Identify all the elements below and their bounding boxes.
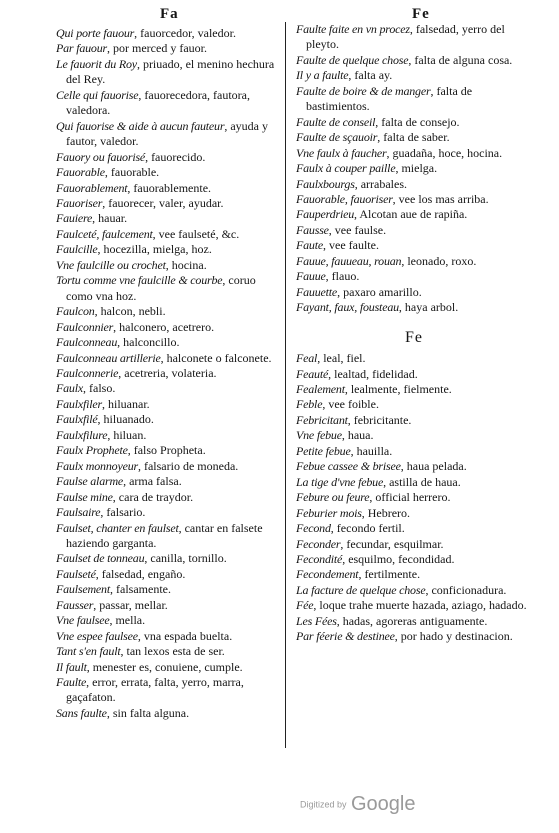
- entry-translation: , hauar.: [92, 211, 128, 226]
- entry-translation: , falsedad, engaño.: [95, 566, 186, 581]
- watermark-prefix: Digitized by: [300, 799, 347, 810]
- dictionary-entry: [296, 22, 532, 53]
- entry-headword: Fecondité: [296, 551, 343, 566]
- entry-headword: Fealement: [296, 381, 345, 396]
- entry-translation: , lealmente, fielmente.: [344, 381, 452, 396]
- entry-headword: Faulx à couper paille: [296, 161, 396, 176]
- entry-translation: , haua.: [341, 428, 374, 443]
- entry-headword: Faute: [296, 238, 323, 253]
- dictionary-entry: [296, 207, 532, 222]
- entry-translation: , vee foible.: [322, 397, 379, 412]
- entry-translation: , vee faulte.: [323, 238, 379, 253]
- dictionary-entry: [296, 115, 532, 130]
- entry-translation: , fertilmente.: [358, 567, 421, 582]
- entry-translation: , tan lexos esta de ser.: [120, 644, 225, 659]
- entry-translation: , ayuda y fautor, valedor.: [66, 118, 268, 149]
- dictionary-entry: [56, 428, 278, 443]
- dictionary-entry: [56, 351, 278, 366]
- entry-headword: Il fault: [56, 659, 87, 674]
- entry-translation: , falta de saber.: [377, 130, 450, 145]
- entry-translation: , canilla, tornillo.: [144, 551, 227, 566]
- dictionary-entry: [296, 367, 532, 382]
- entry-headword: Celle qui fauorise: [56, 87, 139, 102]
- entry-headword: Faulceté, faulcement: [56, 226, 153, 241]
- dictionary-entry: [296, 552, 532, 567]
- entry-translation: , fauorcedor, valedor.: [134, 26, 236, 40]
- entry-translation: , falso.: [83, 381, 116, 396]
- entry-translation: , astilla de haua.: [383, 474, 461, 489]
- left-running-head: Fa: [160, 6, 179, 22]
- entry-headword: Fauory ou fauorisé: [56, 149, 146, 164]
- entry-headword: Feal: [296, 351, 318, 366]
- dictionary-entry: [296, 490, 532, 505]
- entry-headword: Tant s'en fault: [56, 644, 121, 659]
- entry-headword: Tortu comme vne faulcille & courbe: [56, 273, 223, 288]
- entry-translation: , falsedad, yerro del pleyto.: [306, 22, 505, 52]
- entry-headword: Fayant, faux, fousteau: [296, 300, 399, 315]
- entry-headword: Fauiere: [56, 211, 93, 226]
- dictionary-entry: [296, 475, 532, 490]
- dictionary-entry: [56, 335, 278, 350]
- entry-headword: Vne febue: [296, 428, 342, 443]
- entry-translation: , esquilmo, fecondidad.: [342, 551, 455, 566]
- dictionary-entry: [56, 211, 278, 226]
- entry-headword: Faulse mine: [56, 489, 113, 504]
- entry-translation: , hocina.: [165, 257, 207, 272]
- dictionary-entry: [296, 583, 532, 598]
- entry-translation: , halconcillo.: [117, 335, 180, 350]
- entry-headword: Febricitant: [296, 412, 348, 427]
- entry-headword: Febure ou feure: [296, 490, 370, 505]
- left-column: [56, 26, 278, 721]
- entry-headword: Faulsement: [56, 582, 110, 597]
- dictionary-entry: [296, 614, 532, 629]
- dictionary-entry: [56, 366, 278, 381]
- dictionary-entry: [56, 521, 278, 552]
- entry-translation: , loque trahe muerte hazada, aziago, hadado.: [313, 598, 527, 613]
- dictionary-entry: [296, 130, 532, 145]
- entry-translation: , hiluan.: [107, 427, 147, 442]
- entry-translation: , vee faulseté, &c.: [152, 226, 240, 241]
- dictionary-entry: [296, 537, 532, 552]
- dictionary-entry: [56, 412, 278, 427]
- entry-translation: , fauorecido.: [145, 149, 206, 164]
- dictionary-entry: [296, 285, 532, 300]
- dictionary-entry: [56, 273, 278, 304]
- entry-headword: Faulte faite en vn procez: [296, 22, 410, 36]
- entry-translation: , por merced y fauor.: [107, 41, 207, 56]
- entry-headword: Fauuette: [296, 284, 338, 299]
- entry-headword: Il y a faulte: [296, 68, 349, 83]
- dictionary-entry: [56, 567, 278, 582]
- entry-headword: Faulte de conseil: [296, 114, 376, 129]
- dictionary-entry: [296, 459, 532, 474]
- entry-headword: Fauorable, fauoriser: [296, 191, 393, 206]
- right-column: [296, 22, 532, 645]
- entry-headword: Faulxfilé: [56, 412, 98, 427]
- entry-headword: Fecondement: [296, 567, 359, 582]
- dictionary-entry: [56, 150, 278, 165]
- entry-headword: Fausser: [56, 597, 94, 612]
- dictionary-entry: [56, 598, 278, 613]
- dictionary-entry: [296, 269, 532, 284]
- entry-translation: , fauorecer, valer, ayudar.: [102, 195, 224, 210]
- entry-headword: Fée: [296, 598, 314, 613]
- dictionary-entry: [56, 227, 278, 242]
- entry-translation: , flauo.: [325, 269, 360, 284]
- dictionary-entry: [296, 161, 532, 176]
- dictionary-entry: [56, 119, 278, 150]
- entry-headword: Par fauour: [56, 41, 108, 56]
- dictionary-entry: [296, 567, 532, 582]
- entry-headword: Faulx Prophete: [56, 443, 128, 458]
- entry-headword: Faulconneau artillerie: [56, 350, 161, 365]
- dictionary-entry: [296, 428, 532, 443]
- entry-headword: Faulx: [56, 381, 83, 396]
- entry-translation: , fauorablemente.: [127, 180, 212, 195]
- entry-translation: , falta de consejo.: [375, 114, 460, 129]
- entry-headword: Fauperdrieu: [296, 207, 355, 222]
- dictionary-entry: [56, 629, 278, 644]
- entry-translation: , falsario.: [100, 505, 146, 520]
- entry-headword: Febue cassee & brisee: [296, 459, 401, 474]
- entry-headword: Faulsaire: [56, 505, 101, 520]
- dictionary-entry: [296, 598, 532, 613]
- entry-headword: Vne faulx à faucher: [296, 145, 387, 160]
- entry-translation: , hadas, agoreras antiguamente.: [336, 613, 488, 628]
- entry-headword: La tige d'vne febue: [296, 474, 384, 489]
- dictionary-entry: [296, 177, 532, 192]
- entry-headword: La facture de quelque chose: [296, 582, 426, 597]
- entry-headword: Vne espee faulsee: [56, 628, 138, 643]
- entry-translation: , vna espada buelta.: [137, 628, 233, 643]
- entry-translation: , sin falta alguna.: [106, 705, 190, 720]
- entry-headword: Faulset de tonneau: [56, 551, 145, 566]
- entry-headword: Faulte de boire & de manger: [296, 83, 431, 98]
- entry-headword: Faulcon: [56, 304, 95, 319]
- dictionary-entry: [56, 490, 278, 505]
- entry-headword: Faulconnier: [56, 319, 114, 334]
- column-divider: [285, 22, 286, 748]
- entry-translation: , por hado y destinacion.: [394, 629, 513, 644]
- entry-headword: Qui porte fauour: [56, 26, 135, 40]
- entry-headword: Feble: [296, 397, 323, 412]
- entry-translation: , acetreria, volateria.: [118, 365, 217, 380]
- dictionary-entry: [56, 242, 278, 257]
- entry-translation: , lealtad, fidelidad.: [328, 366, 418, 381]
- dictionary-entry: [56, 381, 278, 396]
- entry-translation: , Hebrero.: [361, 505, 411, 520]
- entry-headword: Vne faulcille ou crochet: [56, 257, 166, 272]
- digitization-watermark: [300, 793, 415, 816]
- entry-headword: Fauorable: [56, 165, 105, 180]
- entry-headword: Fauue: [296, 269, 326, 284]
- entry-translation: , falta de bastimientos.: [306, 83, 473, 114]
- dictionary-entry: [56, 675, 278, 706]
- entry-translation: , mella.: [109, 613, 146, 628]
- dictionary-entry: [296, 506, 532, 521]
- entry-headword: Faulte: [56, 675, 87, 690]
- entry-translation: , fecondo fertil.: [330, 521, 405, 536]
- entry-headword: Fauoriser: [56, 195, 103, 210]
- right-running-head: Fe: [412, 6, 430, 22]
- dictionary-entry: [56, 551, 278, 566]
- entry-translation: , error, errata, falta, yerro, marra, gaçafaton.: [66, 675, 244, 705]
- entry-headword: Vne faulsee: [56, 613, 110, 628]
- dictionary-entry: [56, 613, 278, 628]
- right-column-entries-fe: [296, 351, 532, 645]
- entry-translation: , hiluanar.: [102, 396, 150, 411]
- dictionary-entry: [296, 238, 532, 253]
- dictionary-entry: [296, 300, 532, 315]
- entry-translation: , hocezilla, mielga, hoz.: [97, 242, 212, 257]
- entry-translation: , conficionadura.: [425, 582, 507, 597]
- dictionary-entry: [296, 521, 532, 536]
- dictionary-entry: [56, 459, 278, 474]
- dictionary-entry: [296, 629, 532, 644]
- dictionary-entry: [296, 146, 532, 161]
- entry-headword: Faulxfiler: [56, 396, 102, 411]
- dictionary-entry: [56, 505, 278, 520]
- entry-headword: Faulx monnoyeur: [56, 458, 138, 473]
- entry-translation: , cara de traydor.: [112, 489, 194, 504]
- entry-headword: Faulconnerie: [56, 365, 119, 380]
- entry-translation: , falta de alguna cosa.: [408, 52, 513, 67]
- entry-headword: Faulcille: [56, 242, 98, 257]
- entry-translation: , hauilla.: [350, 443, 393, 458]
- entry-translation: , hiluanado.: [97, 412, 154, 427]
- dictionary-entry: [296, 84, 532, 115]
- entry-headword: Faulse alarme: [56, 474, 124, 489]
- dictionary-entry: [296, 254, 532, 269]
- entry-headword: Feconder: [296, 536, 341, 551]
- entry-translation: , paxaro amarillo.: [337, 284, 422, 299]
- dictionary-entry: [56, 258, 278, 273]
- dictionary-entry: [296, 382, 532, 397]
- dictionary-entry: [56, 88, 278, 119]
- dictionary-entry: [296, 397, 532, 412]
- entry-headword: Fauorablement: [56, 180, 128, 195]
- entry-translation: , leonado, roxo.: [401, 253, 477, 268]
- entry-translation: , falso Propheta.: [127, 443, 206, 458]
- entry-translation: , arma falsa.: [123, 474, 182, 489]
- dictionary-entry: [56, 397, 278, 412]
- entry-translation: , priuado, el menino hechura del Rey.: [66, 56, 275, 87]
- entry-headword: Feburier mois: [296, 505, 362, 520]
- entry-headword: Sans faulte: [56, 705, 107, 720]
- dictionary-entry: [296, 351, 532, 366]
- entry-headword: Fausse: [296, 222, 329, 237]
- dictionary-entry: [56, 181, 278, 196]
- dictionary-entry: [56, 644, 278, 659]
- entry-translation: , vee faulse.: [328, 222, 387, 237]
- entry-headword: Fauue, fauueau, rouan: [296, 253, 402, 268]
- entry-translation: , falta ay.: [348, 68, 393, 83]
- entry-headword: Faulxbourgs: [296, 176, 355, 191]
- entry-translation: , haua pelada.: [400, 459, 467, 474]
- entry-translation: , coruo como vna hoz.: [66, 273, 256, 303]
- dictionary-entry: [56, 582, 278, 597]
- right-column-entries-fa: [296, 22, 532, 316]
- entry-translation: , mielga.: [395, 161, 438, 176]
- dictionary-entry: [296, 413, 532, 428]
- entry-headword: Qui fauorise & aide à aucun fauteur: [56, 118, 225, 133]
- entry-translation: , fauorecedora, fautora, valedora.: [66, 87, 251, 118]
- dictionary-entry: [56, 443, 278, 458]
- dictionary-entry: [56, 57, 278, 88]
- dictionary-entry: [56, 196, 278, 211]
- entry-headword: Faulseté: [56, 566, 96, 581]
- dictionary-entry: [56, 660, 278, 675]
- section-heading: Fe: [405, 328, 423, 346]
- dictionary-entry: [56, 26, 278, 41]
- entry-translation: , halconete o falconete.: [160, 350, 272, 365]
- entry-headword: Petite febue: [296, 443, 351, 458]
- dictionary-entry: [296, 444, 532, 459]
- entry-translation: , vee los mas arriba.: [392, 191, 489, 206]
- dictionary-entry: [56, 706, 278, 721]
- entry-translation: , falsamente.: [110, 582, 171, 597]
- entry-translation: , fecundar, esquilmar.: [340, 536, 444, 551]
- entry-translation: , guadaña, hoce, hocina.: [386, 145, 503, 160]
- dictionary-entry: [296, 53, 532, 68]
- entry-translation: , menester es, conuiene, cumple.: [86, 659, 243, 674]
- dictionary-entry: [296, 192, 532, 207]
- dictionary-entry: [56, 41, 278, 56]
- entry-translation: , passar, mellar.: [93, 597, 168, 612]
- entry-translation: , arrabales.: [354, 176, 407, 191]
- watermark-brand: Google: [350, 793, 416, 815]
- dictionary-entry: [296, 223, 532, 238]
- dictionary-entry: [296, 68, 532, 83]
- entry-translation: , Alcotan aue de rapiña.: [354, 207, 468, 222]
- entry-translation: , leal, fiel.: [317, 351, 366, 366]
- entry-translation: , halcon, nebli.: [94, 304, 166, 319]
- dictionary-entry: [56, 304, 278, 319]
- entry-headword: Faulte de quelque chose: [296, 52, 409, 67]
- entry-translation: , falsario de moneda.: [137, 458, 239, 473]
- entry-translation: , fauorable.: [104, 165, 160, 180]
- entry-headword: Feauté: [296, 366, 329, 381]
- entry-headword: Fecond: [296, 521, 331, 536]
- entry-headword: Faulconneau: [56, 335, 118, 350]
- entry-translation: , halconero, acetrero.: [113, 319, 215, 334]
- entry-translation: , febricitante.: [347, 412, 412, 427]
- entry-translation: , haya arbol.: [398, 300, 459, 315]
- entry-headword: Faulte de sçauoir: [296, 130, 378, 145]
- entry-translation: , official herrero.: [369, 490, 451, 505]
- dictionary-entry: [56, 474, 278, 489]
- entry-headword: Le fauorit du Roy: [56, 56, 137, 71]
- dictionary-entry: [56, 320, 278, 335]
- entry-headword: Par féerie & destinee: [296, 629, 395, 644]
- entry-headword: Faulxfilure: [56, 427, 108, 442]
- entry-translation: , cantar en falsete haziendo garganta.: [66, 520, 263, 550]
- dictionary-entry: [56, 165, 278, 180]
- entry-headword: Les Fées: [296, 613, 337, 628]
- entry-headword: Faulset, chanter en faulset: [56, 520, 179, 535]
